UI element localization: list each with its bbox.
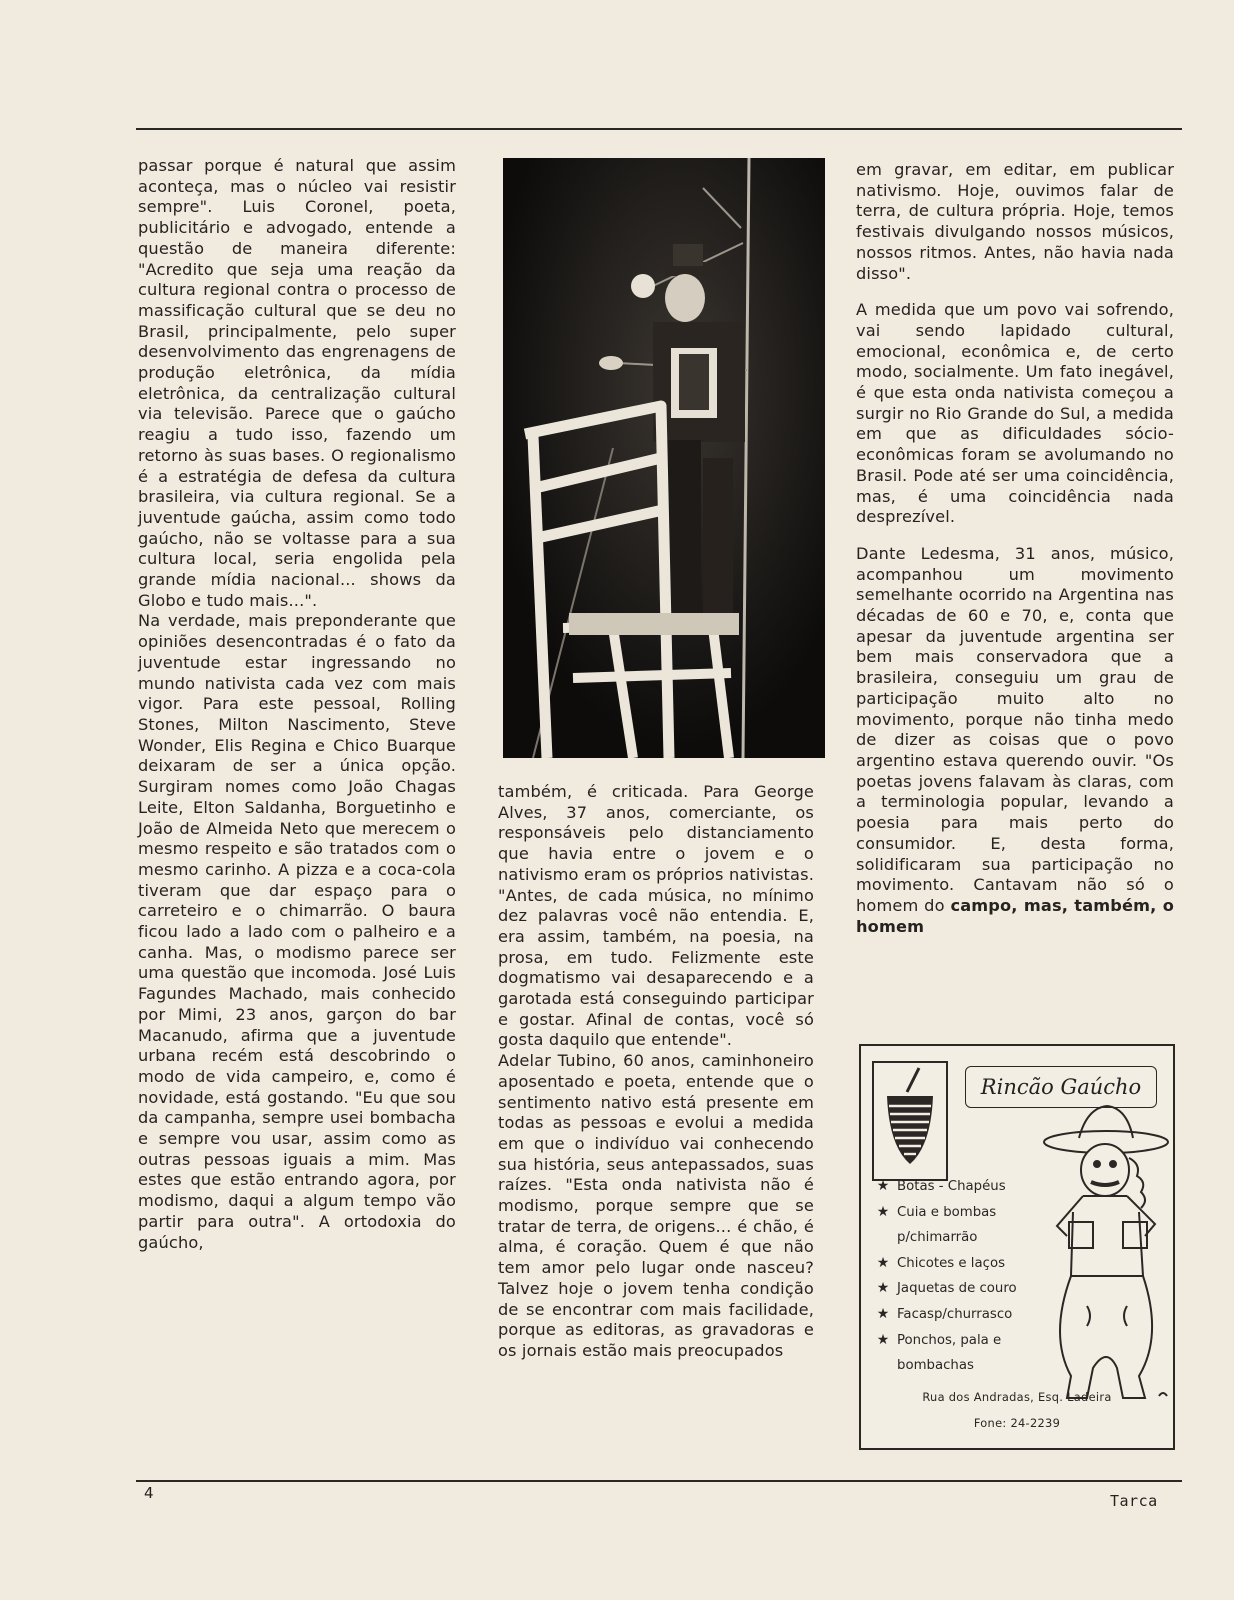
product-item	[869, 1276, 1059, 1302]
product-item-continuation	[869, 1225, 1059, 1251]
article-paragraph: em gravar, em editar, em publicar nativismo. Hoje, ouvimos falar de terra, de cultura própria. Hoje, temos festivais divulgando nossos músicos, nossos ritmos. Antes, não havia nada disso".	[856, 160, 1174, 283]
product-label: Ponchos, pala e	[897, 1332, 1002, 1348]
star-icon: ★	[876, 1305, 890, 1322]
article-column-3	[856, 160, 1174, 937]
shop-phone: Fone: 24-2239	[973, 1416, 1061, 1430]
article-photo	[503, 158, 825, 758]
page-number: 4	[144, 1484, 154, 1502]
magazine-name: Tarca	[1110, 1492, 1158, 1510]
star-icon: ★	[876, 1254, 890, 1271]
product-item	[869, 1251, 1059, 1277]
gaucho-cartoon-icon	[1044, 1106, 1168, 1398]
star-icon: ★	[876, 1331, 890, 1348]
product-label: Facasp/churrasco	[897, 1306, 1013, 1322]
article-paragraph	[856, 544, 1174, 937]
product-item	[869, 1200, 1059, 1226]
top-rule	[136, 128, 1182, 130]
article-paragraph: também, é criticada. Para George Alves, 37 anos, comerciante, os responsáveis pelo distanciamento que havia entre o jovem e o nativismo eram os próprios nativistas. "Antes, de cada música, no mínimo dez palavras você não entendia. E, era assim, também, na poesia, na prosa, em tudo. Felizmente este dogmatismo vai desaparecendo e a garotada está conseguindo participar e gostar. Afinal de contas, você só gosta daquilo que entende".	[498, 782, 814, 1050]
article-paragraph: passar porque é natural que assim aconteça, mas o núcleo vai resistir sempre". Luis Coronel, poeta, publicitário e advogado, entende a questão de maneira diferente: "Acredito que seja uma reação da cultura regional contra o processo de massificação cultural que se deu no Brasil, principalmente, pelo super desenvolvimento das engrenagens de produção eletrônica, da mídia eletrônica, da centralização cultural via televisão. Parece que o gaúcho reagiu a tudo isso, fazendo um retorno às suas bases. O regionalismo é a estratégia de defesa da cultura brasileira, via cultura regional. Se a juventude gaúcha, assim como todo gaúcho, não se voltasse para a sua cultura local, seria engolida pela grande mídia nacional... shows da Globo e tudo mais...".	[138, 156, 456, 610]
article-paragraph: Na verdade, mais preponderante que opiniões desencontradas é o fato da juventude estar ingressando no mundo nativista cada vez com mais vigor. Para este pessoal, Rolling Stones, Milton Nascimento, Steve Wonder, Elis Regina e Chico Buarque deixaram de ser a única opção. Surgiram nomes como João Chagas Leite, Elton Saldanha, Borguetinho e João de Almeida Neto que merecem o mesmo respeito e são tratados com o mesmo carinho. A pizza e a coca-cola tiveram que dar espaço para o carreteiro e o chimarrão. O baura ficou lado a lado com o palheiro e a canha. Mas, o modismo parece ser uma questão que incomoda. José Luis Fagundes Machado, mais conhecido por Mimi, 23 anos, garçon do bar Macanudo, afirma que a juventude urbana recém está descobrindo o modo de vida campeiro, e, como é novidade, está gostando. "Eu que sou da campanha, sempre usei bombacha e sempre vou usar, assim como as outras pessoas iguais a mim. Mas estes que estão entrando agora, por modismo, daqui a algum tempo vão partir para outra". A ortodoxia do gaúcho,	[138, 611, 456, 1252]
article-text: Dante Ledesma, 31 anos, músico, acompanhou um movimento semelhante ocorrido na Argentina nas décadas de 60 e 70, e, conta que apesar da juventude argentina ser bem mais conservadora que a brasileira, conseguiu um grau de participação muito alto no movimento, porque não tinha medo de dizer as coisas que o povo argentino estava querendo ouvir. "Os poetas jovens falavam às claras, com a terminologia popular, levando a poesia para mais perto do consumidor. E, desta forma, solidificaram sua participação no movimento. Cantavam não só o homem do	[856, 543, 1174, 915]
photo-performer-on-chair	[503, 158, 825, 758]
article-paragraph: Adelar Tubino, 60 anos, caminhoneiro aposentado e poeta, entende que o sentimento nativo está presente em todas as pessoas e evolui a medida em que o indivíduo vai conhecendo sua história, seus antepassados, suas raízes. "Esta onda nativista não é modismo, porque sempre que se tratar de terra, de origens... é chão, é alma, é coração. Quem é que não tem amor pelo lugar onde nasceu? Talvez hoje o jovem tenha condição de se encontrar com mais facilidade, porque as editoras, as gravadoras e os jornais estão mais preocupados	[498, 1051, 814, 1360]
article-text-bold: campo, mas, também, o homem	[856, 895, 1175, 936]
product-label: Botas - Chapéus	[897, 1179, 1006, 1194]
article-paragraph: A medida que um povo vai sofrendo, vai sendo lapidado cultural, emocional, econômica e, de certo modo, socialmente. Um fato inegável, é que esta onda nativista começou a surgir no Rio Grande do Sul, a medida em que as dificuldades sócio-econômicas foram se avolumando no Brasil. Pode até ser uma coincidência, mas, é uma coincidência nada desprezível.	[856, 300, 1174, 527]
product-item	[869, 1174, 1059, 1200]
product-label: Cuia e bombas	[897, 1204, 997, 1220]
shop-sign: Rincão Gaúcho	[965, 1066, 1157, 1108]
bottom-rule	[136, 1480, 1182, 1482]
product-item	[869, 1328, 1059, 1354]
star-icon: ★	[876, 1203, 890, 1220]
article-column-1	[138, 156, 456, 1253]
advertisement-box	[859, 1044, 1175, 1450]
chimarrao-gourd-icon	[873, 1062, 947, 1180]
product-label: bombachas	[897, 1358, 974, 1374]
shop-address: Rua dos Andradas, Esq. Ladeira	[922, 1390, 1112, 1404]
product-label: p/chimarrão	[897, 1230, 978, 1246]
product-list	[869, 1174, 1059, 1379]
star-icon: ★	[876, 1280, 890, 1297]
article-column-2	[498, 782, 814, 1362]
product-label: Jaquetas de couro	[897, 1281, 1017, 1297]
product-label: Chicotes e laços	[897, 1255, 1006, 1271]
product-item	[869, 1302, 1059, 1328]
star-icon: ★	[876, 1178, 890, 1194]
product-item-continuation	[869, 1353, 1059, 1379]
